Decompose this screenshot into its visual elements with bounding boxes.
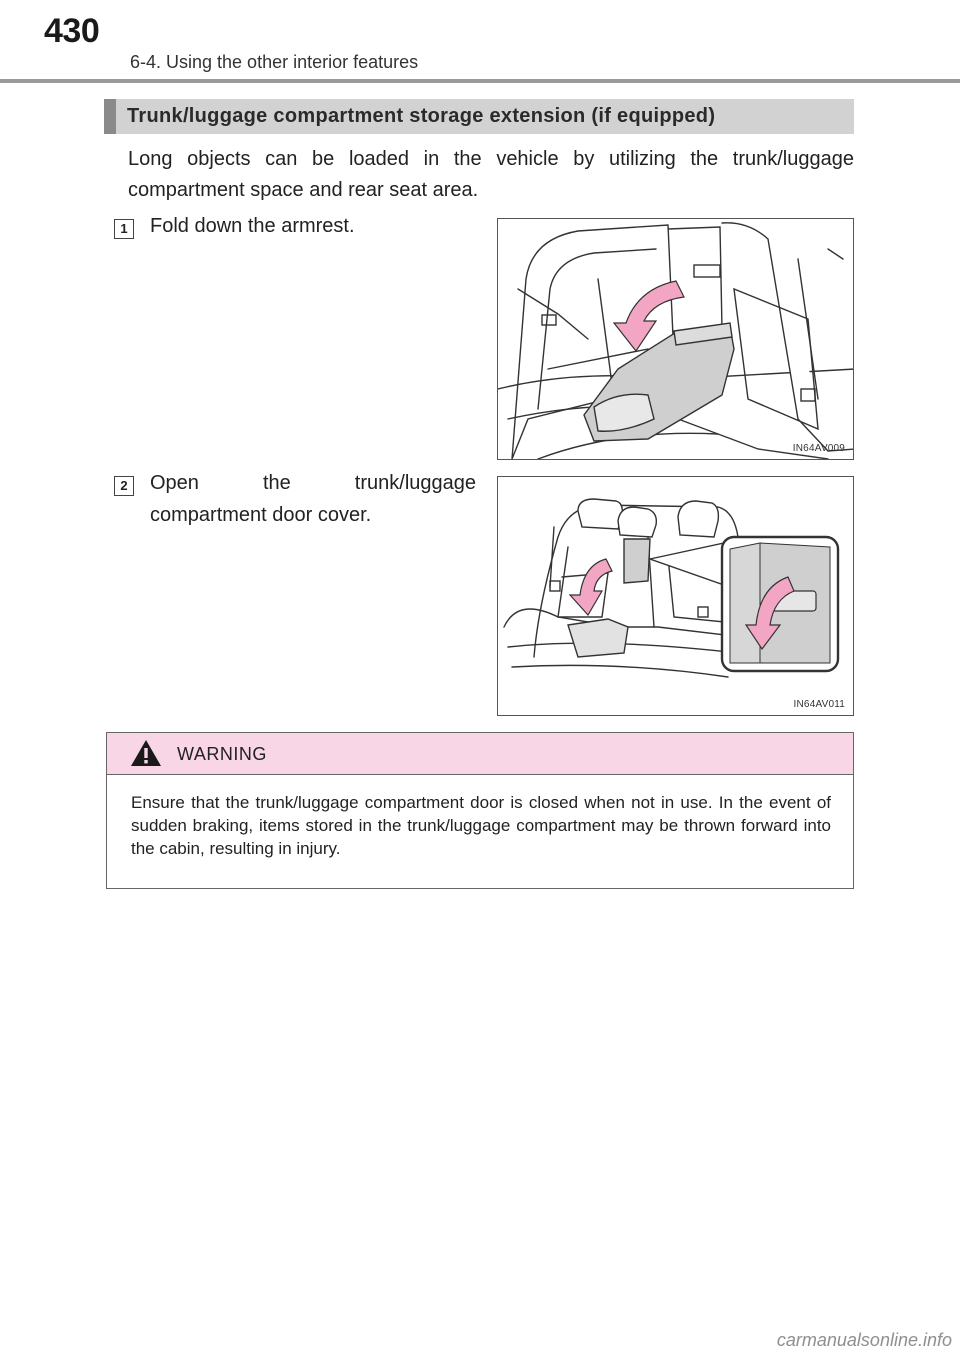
figure-open-door-cover [497,476,854,716]
figure-fold-armrest [497,218,854,460]
armrest-illustration [498,219,854,460]
header-rule [0,79,960,83]
intro-paragraph: Long objects can be loaded in the vehicle by utilizing the trunk/luggage compartment space and rear seat area. [128,148,854,201]
step-2-text: Open the trunk/luggage compartment door cover. [150,472,476,526]
step-2-badge: 2 [114,476,134,496]
warning-header [107,733,853,775]
watermark: carmanualsonline.info [776,1330,952,1350]
step-1-badge: 1 [114,219,134,239]
section-heading-accent [104,99,116,134]
section-heading [104,99,854,134]
section-heading-text: Trunk/luggage compartment storage extension (if equipped) [127,105,716,127]
warning-body: Ensure that the trunk/luggage compartment door is closed when not in use. In the event of sudden braking, items stored in the trunk/luggage compartment may be thrown forward into the cabin, resulting in injury. [131,793,831,858]
door-cover-illustration [498,477,854,716]
chapter-title: 6-4. Using the other interior features [130,52,419,72]
step-1-text: Fold down the armrest. [150,215,355,237]
warning-box [106,732,854,889]
page-number: 430 [44,12,100,50]
figure-1-code: IN64AV009 [792,443,845,454]
warning-title: WARNING [177,744,267,764]
figure-2-code: IN64AV011 [793,699,845,710]
warning-triangle-icon [129,738,163,768]
